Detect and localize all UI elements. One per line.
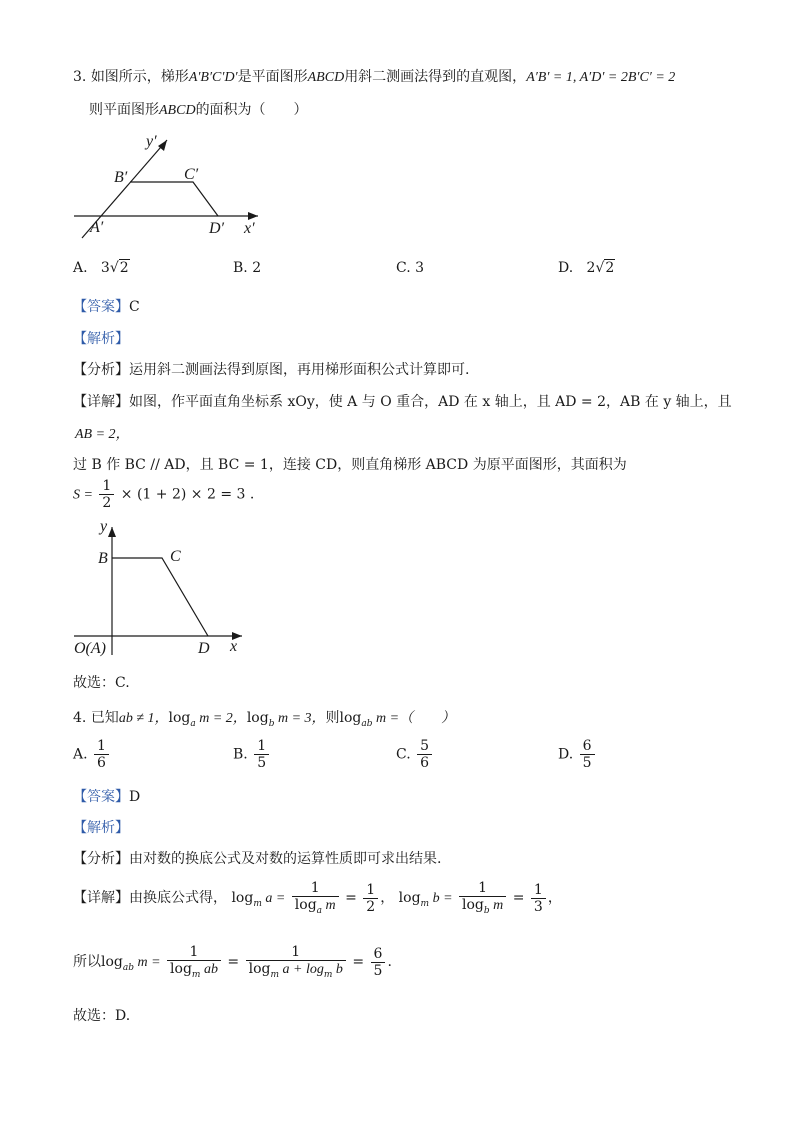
q4-so-f2-den-mid: a + log xyxy=(279,962,324,978)
q3-stem-part3: 用斜二测画法得到的直观图， xyxy=(344,69,527,85)
q4-so-res-num: 6 xyxy=(371,946,386,963)
q4-f1-num: 1 xyxy=(292,880,339,897)
q4-f1-den xyxy=(292,897,339,916)
q4-option-d xyxy=(558,738,597,771)
q4-option-a-frac xyxy=(94,738,109,771)
q4-f1-lhs xyxy=(231,890,286,910)
q4-so-f2-den-log-a: log xyxy=(248,961,271,978)
q4-f2-result xyxy=(531,882,546,915)
q4-cond3-log: log xyxy=(246,710,269,726)
q4-answer-label: 【答案】 xyxy=(73,789,129,805)
q4-ask-sub: ab xyxy=(361,719,373,729)
q3-option-d-value: 2√2 xyxy=(586,260,615,276)
q4-cond3-rest: m = 3， xyxy=(274,711,326,726)
q4-option-b xyxy=(233,738,271,771)
q4-f1-den-sub: a xyxy=(316,906,323,917)
q3-stem-line2-part2: 的面积为（ ） xyxy=(195,102,308,118)
q3-area-den: 2 xyxy=(102,495,112,512)
q3-option-c xyxy=(396,260,424,276)
q4-ask-rest: m =（ ） xyxy=(372,711,456,726)
q4-so-f2-den-a-sub: m xyxy=(270,970,280,981)
q4-detail-intro: 由换底公式得， xyxy=(129,890,227,907)
q4-fenxi-line xyxy=(73,848,441,868)
q4-so-eq1: = xyxy=(227,954,240,971)
q3-area-formula xyxy=(73,478,254,511)
q3-given: A′B′ = 1, A′D′ = 2B′C′ = 2 xyxy=(526,70,676,85)
q4-option-d-letter: D. xyxy=(558,746,574,763)
q4-stem-pre: 已知 xyxy=(90,710,119,726)
q3-stem-part2: 是平面图形 xyxy=(237,69,308,85)
q4-f1-res-num: 1 xyxy=(363,882,378,899)
label-c-prime: C′ xyxy=(184,166,199,183)
q3-conclusion: 故选：C. xyxy=(73,675,130,691)
q3-number: 3. xyxy=(73,69,87,85)
q4-f2-den-sub: b xyxy=(483,906,490,917)
q4-so-f1-den-log: log xyxy=(170,961,192,978)
q4-f2-den-var: m xyxy=(489,898,504,914)
q4-option-c-den: 6 xyxy=(420,755,430,772)
q4-cond2-sub: a xyxy=(190,719,196,729)
label-o-a: O(A) xyxy=(74,640,106,657)
q4-so-f1-den-var: ab xyxy=(200,962,218,978)
q4-so-f1-den xyxy=(167,961,221,980)
q4-so-f2-den xyxy=(246,961,346,980)
q3-stem-line2 xyxy=(89,99,308,119)
q4-option-c-letter: C. xyxy=(396,746,411,763)
q4-so-frac2 xyxy=(246,944,346,980)
q4-so-res-den: 5 xyxy=(373,962,383,979)
q4-f2-lhs xyxy=(398,890,453,910)
q4-so-var: m = xyxy=(134,955,161,971)
label-b-prime: B′ xyxy=(114,169,128,186)
q4-f1-eq: = xyxy=(345,890,357,907)
label-c: C xyxy=(170,548,181,565)
label-x-prime: x′ xyxy=(244,220,255,237)
q4-f1-res-den: 2 xyxy=(366,898,376,915)
q4-option-c-num: 5 xyxy=(417,738,432,755)
q4-f1-sep: ， xyxy=(380,890,395,907)
q4-ask-log: log xyxy=(339,710,362,726)
q3-option-c-letter: C. xyxy=(396,260,411,276)
q3-area-lhs: S = xyxy=(73,487,93,503)
q4-stem xyxy=(73,707,455,729)
q3-detail-line2: AB = 2， xyxy=(75,427,130,442)
label-d: D xyxy=(198,640,210,657)
q4-cond2-log: log xyxy=(168,710,191,726)
q4-cond2-rest: m = 2， xyxy=(195,711,247,726)
q4-answer-line xyxy=(73,786,140,806)
q4-option-a-den: 6 xyxy=(97,755,106,772)
q4-so-result xyxy=(371,946,386,979)
q4-answer: D xyxy=(129,789,141,805)
q4-f2-end: ， xyxy=(547,890,562,907)
q4-f2-frac xyxy=(459,880,506,916)
q3-trap-prime: A′B′C′D′ xyxy=(188,70,238,85)
q4-fenxi-text: 由对数的换底公式及对数的运算性质即可求出结果. xyxy=(129,851,442,867)
q4-number: 4. xyxy=(73,710,87,726)
q3-option-d xyxy=(558,260,615,276)
q3-analysis-line xyxy=(73,328,129,348)
q4-f2-lhs-sub: m xyxy=(420,899,430,910)
q4-cond3-sub: b xyxy=(268,719,275,729)
q3-analysis-label: 【解析】 xyxy=(73,331,129,347)
q3-area-num: 1 xyxy=(99,478,114,495)
q3-option-b xyxy=(233,260,261,276)
q3-option-a xyxy=(73,260,130,276)
q4-xiangjie-label: 【详解】 xyxy=(73,890,129,907)
q3-option-d-letter: D. xyxy=(558,260,574,276)
q4-option-d-den: 5 xyxy=(582,755,592,772)
q3-stem-part1: 如图所示，梯形 xyxy=(90,69,189,85)
label-b: B xyxy=(98,550,108,567)
q3-detail-text1: 如图，作平面直角坐标系 xOy，使 A 与 O 重合，AD 在 x 轴上，且 AD = 2，AB 在 y 轴上，且 xyxy=(129,394,732,410)
q4-f2-lhs-log: log xyxy=(398,890,421,907)
q3-option-a-letter: A. xyxy=(73,260,88,276)
q4-f1-lhs-log: log xyxy=(231,890,254,907)
q4-f2-eq: = xyxy=(512,890,525,907)
q4-analysis-label: 【解析】 xyxy=(73,820,129,836)
q3-stem-line2-part1: 则平面图形 xyxy=(89,102,159,118)
q4-option-d-num: 6 xyxy=(580,738,595,755)
x-prime-arrowhead xyxy=(248,212,258,220)
q4-f2-res-den: 3 xyxy=(533,898,543,915)
q4-option-b-den: 5 xyxy=(257,755,267,772)
q3-fenxi-text: 运用斜二测画法得到原图，再用梯形面积公式计算即可. xyxy=(129,362,470,378)
q3-xiangjie-label: 【详解】 xyxy=(73,394,129,410)
q4-so-f1-num: 1 xyxy=(167,944,221,961)
q3-area-fraction xyxy=(99,478,114,511)
q4-f2-den xyxy=(459,897,506,916)
q4-so-f2-den-end: b xyxy=(332,962,343,978)
q3-option-b-letter: B. xyxy=(233,260,248,276)
q3-stem-line1 xyxy=(73,66,675,86)
q4-option-a-letter: A. xyxy=(73,746,88,763)
q4-so-f2-den-b-sub: m xyxy=(323,970,333,981)
q4-ask-pre: 则 xyxy=(325,710,340,726)
q4-f1-den-log: log xyxy=(294,897,317,914)
q4-option-b-letter: B. xyxy=(233,746,248,763)
trapezoid-outline xyxy=(130,182,218,216)
q4-option-d-frac xyxy=(580,738,595,771)
q4-so-line xyxy=(73,944,392,980)
q4-f1-lhs-sub: m xyxy=(253,899,262,910)
q4-conclusion: 故选：D. xyxy=(73,1008,131,1024)
q4-option-b-frac xyxy=(254,738,269,771)
q4-fenxi-label: 【分析】 xyxy=(73,851,129,867)
q4-f1-lhs-var: a = xyxy=(261,891,286,907)
q4-f2-res-num: 1 xyxy=(531,882,546,899)
q4-so-end: . xyxy=(387,954,392,971)
label-a-prime: A′ xyxy=(90,219,104,236)
q4-f2-num: 1 xyxy=(459,880,506,897)
label-d-prime: D′ xyxy=(209,220,225,237)
q4-option-c xyxy=(396,738,434,771)
q4-so-sub: ab xyxy=(122,963,135,974)
q3-fenxi-line xyxy=(73,359,469,379)
q3-area-rhs: × (1 + 2) × 2 = 3 . xyxy=(120,486,255,503)
q3-option-c-value: 3 xyxy=(415,260,425,276)
q4-so-eq2: = xyxy=(352,954,365,971)
q4-so-f2-num: 1 xyxy=(246,944,346,961)
q3-detail-line3: 过 B 作 BC // AD，且 BC = 1，连接 CD，则直角梯形 ABCD 为原平面图形，其面积为 xyxy=(73,457,627,473)
q3-fenxi-label: 【分析】 xyxy=(73,362,129,378)
y-arrowhead xyxy=(108,527,116,537)
label-y: y xyxy=(100,518,108,535)
q3-abcd-2: ABCD xyxy=(159,103,196,118)
q4-f2-lhs-var: b = xyxy=(429,891,453,907)
q4-so-f1-den-sub: m xyxy=(191,970,201,981)
q3-detail-line1 xyxy=(73,391,732,411)
q4-cond1: ab ≠ 1， xyxy=(118,711,169,726)
q4-f1-result xyxy=(363,882,378,915)
q3-answer-line xyxy=(73,296,140,316)
q4-option-a xyxy=(73,738,111,771)
q3-figure-original xyxy=(68,517,253,662)
q4-f2-den-log: log xyxy=(462,897,484,914)
q4-so-log: log xyxy=(101,954,123,971)
q3-abcd: ABCD xyxy=(307,70,345,85)
q4-option-b-num: 1 xyxy=(254,738,269,755)
right-trapezoid-outline xyxy=(112,558,208,636)
label-y-prime: y′ xyxy=(146,133,157,150)
q4-analysis-line xyxy=(73,817,129,837)
q3-answer: C xyxy=(129,299,140,315)
q4-so-frac1 xyxy=(167,944,221,980)
label-x: x xyxy=(230,638,238,655)
q3-figure-oblique xyxy=(60,128,280,244)
q4-detail-line xyxy=(73,880,562,916)
q4-so-pre: 所以 xyxy=(73,954,101,971)
q4-f1-frac xyxy=(292,880,339,916)
q4-f1-den-var: m xyxy=(322,898,336,914)
q3-option-a-value: 3√2 xyxy=(100,260,129,276)
q3-answer-label: 【答案】 xyxy=(73,299,129,315)
q3-option-b-value: 2 xyxy=(252,260,262,276)
q4-option-a-num: 1 xyxy=(94,738,109,755)
q4-option-c-frac xyxy=(417,738,432,771)
